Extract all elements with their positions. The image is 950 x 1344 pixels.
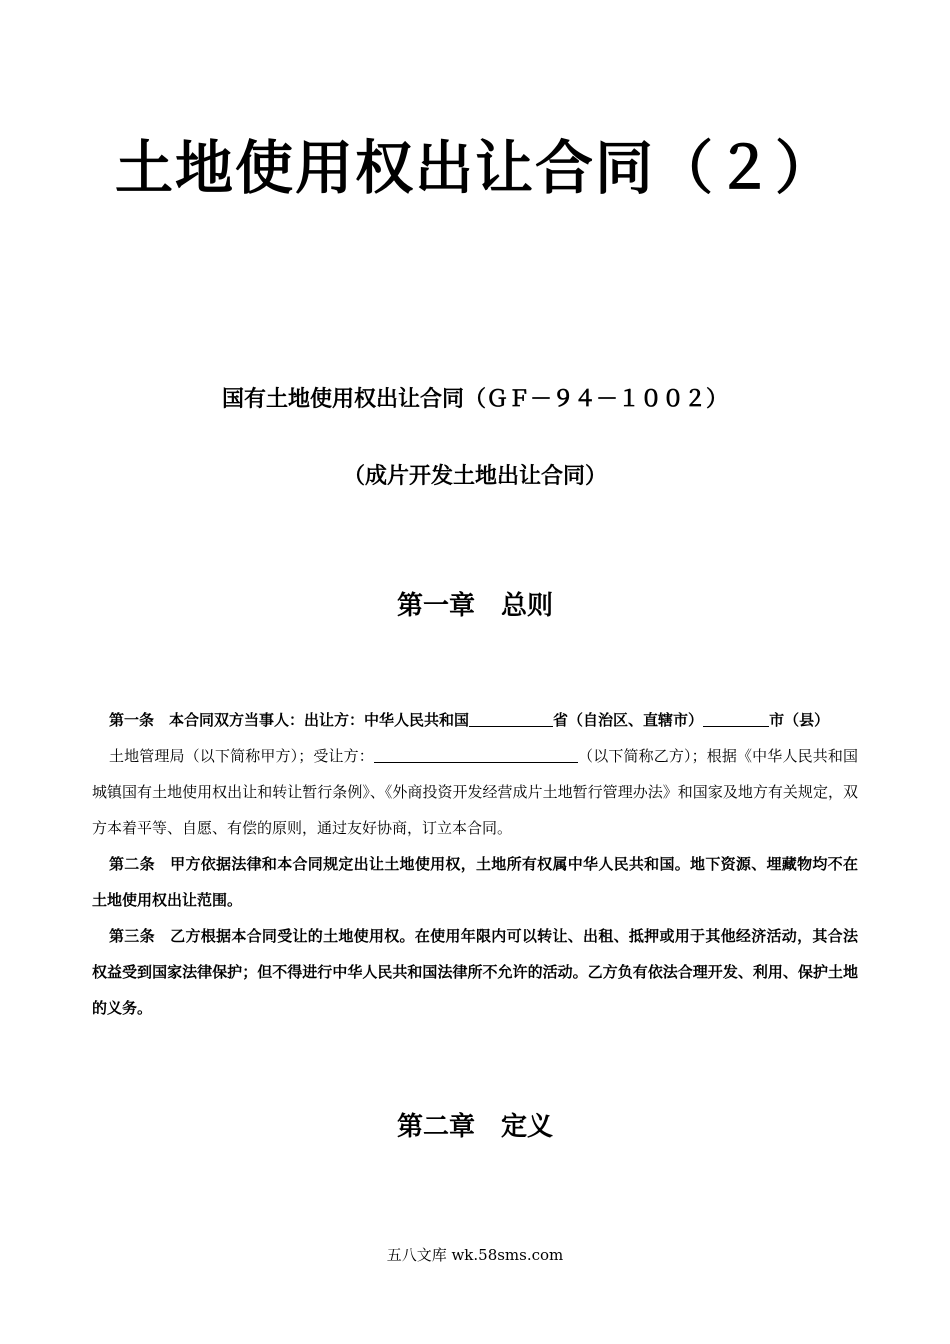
contract-subtitle: 国有土地使用权出让合同（ＧＦ－９４－１００２） <box>221 387 728 412</box>
article-1-line-2-a: 土地管理局（以下简称甲方）；受让方： <box>109 747 374 765</box>
article-1-line-1 <box>92 702 858 738</box>
article-2-text: 甲方依据法律和本合同规定出让土地使用权，土地所有权属中华人民共和国。地下资源、埋藏物均不在土地使用权出让范围。 <box>92 855 858 909</box>
article-2-label: 第二条 <box>109 855 155 873</box>
article-3-text: 乙方根据本合同受让的土地使用权。在使用年限内可以转让、出租、抵押或用于其他经济活动，其合法权益受到国家法律保护；但不得进行中华人民共和国法律所不允许的活动。乙方负有依法合理开发、利用、保护土地的义务。 <box>92 927 858 1017</box>
transferee-blank <box>374 744 578 763</box>
document-title: 土地使用权出让合同（２） <box>114 134 835 202</box>
article-1-line-2 <box>92 738 858 846</box>
article-1-text-a: 本合同双方当事人：出让方：中华人民共和国 <box>169 711 470 729</box>
article-1-label: 第一条 <box>109 711 155 729</box>
city-blank <box>703 708 769 727</box>
article-3 <box>92 918 858 1026</box>
chapter-2-heading: 第二章 定义 <box>396 1112 553 1142</box>
article-3-label: 第三条 <box>109 927 155 945</box>
article-2 <box>92 846 858 918</box>
article-1-line-2-b: （以下简称乙方）；根据《中华人民共和国城镇国有土地使用权出让和转让暂行条例》、《外商投资开发经营成片土地暂行管理办法》和国家及地方有关规定，双方本着平等、自愿、有偿的原则，通过友好协商，订立本合同。 <box>92 747 858 837</box>
contract-type-subtitle: （成片开发土地出让合同） <box>342 464 607 489</box>
footer-watermark: 五八文库 wk.58sms.com <box>386 1246 564 1264</box>
chapter-1-heading: 第一章 总则 <box>396 591 553 621</box>
article-1 <box>92 702 858 1026</box>
article-1-text-b: 省（自治区、直辖市） <box>553 711 704 729</box>
province-blank <box>469 708 553 727</box>
article-1-text-c: 市（县） <box>769 711 830 729</box>
